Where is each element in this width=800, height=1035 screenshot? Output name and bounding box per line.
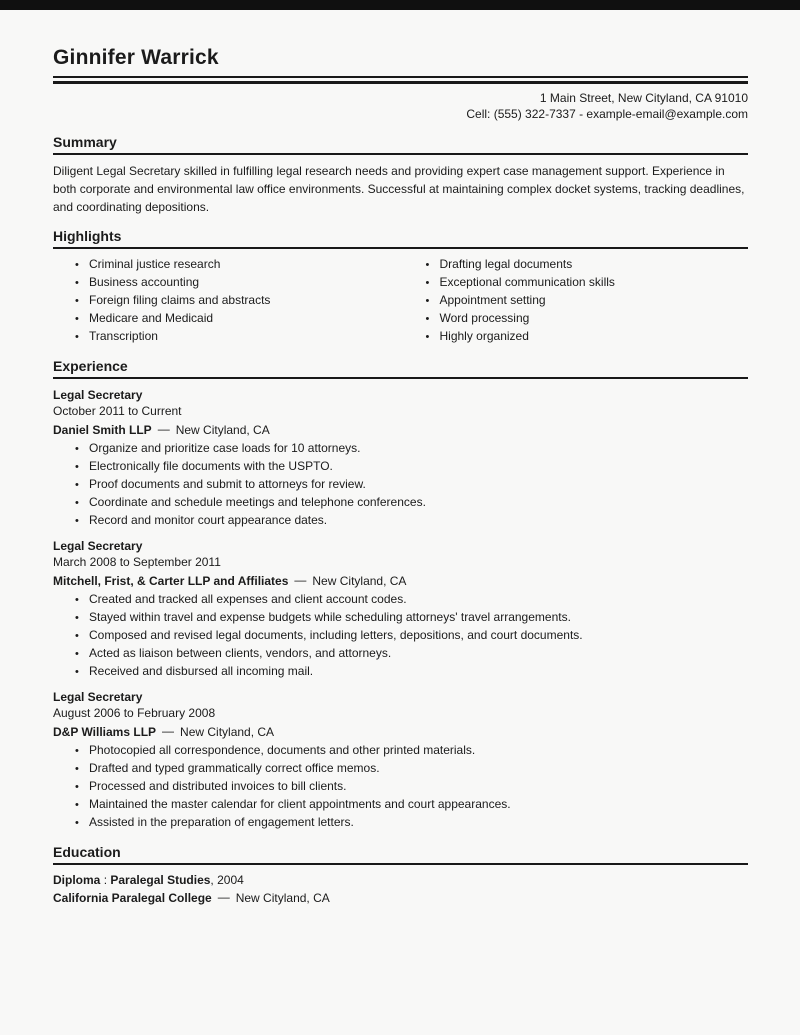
job-location: New Cityland, CA [175, 423, 270, 437]
bullet-icon: • [75, 648, 79, 660]
job-duty-text: Organize and prioritize case loads for 10 attorneys. [89, 441, 361, 455]
education-entry [53, 872, 748, 907]
highlight-label: Business accounting [89, 275, 200, 289]
header [53, 46, 748, 122]
degree-program: Paralegal Studies [110, 873, 211, 887]
company-name: D&P Williams LLP [53, 725, 157, 739]
bullet-icon: • [75, 443, 79, 455]
address-line: 1 Main Street, New Cityland, CA 91010 [539, 91, 748, 105]
job-dates: October 2011 to Current [53, 404, 182, 418]
bullet-icon: • [75, 497, 79, 509]
education-section [53, 844, 748, 907]
company-line [53, 422, 748, 438]
summary-text: Diligent Legal Secretary skilled in fulfilling legal research needs and providing expert case management support. Experience in both corporate and environmental law office environments. Successful at maintaining complex docket systems, tracking deadlines, and coordinating depositions. [53, 164, 745, 214]
highlights-section [53, 228, 748, 346]
bullet-icon: • [75, 461, 79, 473]
highlight-label: Appointment setting [439, 293, 546, 307]
job-duty-text: Proof documents and submit to attorneys for review. [89, 477, 366, 491]
highlights-heading: Highlights [53, 228, 748, 249]
summary-section [53, 134, 748, 216]
job-duty [53, 778, 748, 796]
contact-line: Cell: (555) 322-7337 - example-email@example.com [466, 106, 748, 121]
highlight-label: Exceptional communication skills [439, 275, 615, 289]
bullet-icon: • [75, 277, 79, 289]
dash-separator: — [162, 724, 175, 738]
bullet-icon: • [75, 479, 79, 491]
job-duty-text: Record and monitor court appearance dates. [89, 513, 328, 527]
bullet-icon: • [75, 799, 79, 811]
company-name: Daniel Smith LLP [53, 423, 152, 437]
bullet-icon: • [75, 259, 79, 271]
job-duty-text: Assisted in the preparation of engagement letters. [89, 815, 354, 829]
degree-line [53, 872, 748, 890]
bullet-icon: • [425, 313, 430, 325]
highlight-item [401, 328, 749, 346]
bullet-icon: • [75, 666, 79, 678]
highlight-item [53, 292, 401, 310]
job-duty [53, 663, 748, 681]
job-duty [53, 645, 748, 663]
bullet-icon: • [75, 817, 79, 829]
bullet-icon: • [75, 763, 79, 775]
job-duty [53, 796, 748, 814]
job-dates: August 2006 to February 2008 [53, 706, 216, 720]
job-duty-text: Composed and revised legal documents, including letters, depositions, and court documents. [89, 628, 583, 642]
job-duties [53, 591, 748, 681]
job-duty [53, 458, 748, 476]
job-duty [53, 814, 748, 832]
dash-separator: — [217, 889, 230, 904]
highlight-label: Medicare and Medicaid [89, 311, 214, 325]
job-duty [53, 627, 748, 645]
school-name: California Paralegal College [53, 890, 212, 905]
job-entry [53, 387, 748, 530]
job-duty [53, 512, 748, 530]
highlight-label: Word processing [439, 311, 530, 325]
highlights-right-column [401, 256, 749, 346]
job-duty [53, 609, 748, 627]
highlight-item [401, 292, 749, 310]
job-duty-text: Stayed within travel and expense budgets while scheduling attorneys' travel arrangements. [89, 610, 571, 624]
education-heading: Education [53, 844, 748, 865]
bullet-icon: • [425, 259, 430, 271]
contact-block [53, 91, 748, 122]
bullet-icon: • [425, 331, 430, 343]
bullet-icon: • [75, 295, 79, 307]
dash-separator: — [294, 573, 307, 587]
job-duty-text: Created and tracked all expenses and client account codes. [89, 592, 407, 606]
highlights-columns [53, 256, 748, 346]
summary-heading: Summary [53, 134, 748, 155]
job-location: New Cityland, CA [180, 725, 275, 739]
job-duty-text: Drafted and typed grammatically correct office memos. [89, 761, 380, 775]
job-duty-text: Photocopied all correspondence, documents and other printed materials. [89, 743, 476, 757]
highlight-label: Highly organized [439, 329, 529, 343]
bullet-icon: • [75, 612, 79, 624]
job-entry [53, 538, 748, 681]
job-duty-text: Received and disbursed all incoming mail. [89, 664, 314, 678]
degree-type: Diploma [53, 873, 101, 887]
bullet-icon: • [75, 331, 79, 343]
job-duty [53, 760, 748, 778]
job-duty [53, 742, 748, 760]
job-duty-text: Coordinate and schedule meetings and telephone conferences. [89, 495, 426, 509]
highlight-item [401, 256, 749, 274]
highlight-item [53, 256, 401, 274]
job-duty [53, 494, 748, 512]
job-duties [53, 440, 748, 530]
job-duty [53, 476, 748, 494]
job-duty-text: Maintained the master calendar for client appointments and court appearances. [89, 797, 511, 811]
highlight-label: Criminal justice research [89, 257, 221, 271]
job-dates: March 2008 to September 2011 [53, 555, 221, 569]
job-duty-text: Acted as liaison between clients, vendors, and attorneys. [89, 646, 392, 660]
job-location: New Cityland, CA [312, 574, 407, 588]
experience-heading: Experience [53, 358, 748, 379]
bullet-icon: • [75, 515, 79, 527]
job-title: Legal Secretary [53, 539, 143, 553]
school-line [53, 890, 748, 908]
bullet-icon: • [75, 313, 79, 325]
person-name: Ginnifer Warrick [53, 46, 219, 69]
degree-separator: : [103, 873, 108, 887]
top-border-bar [0, 0, 800, 10]
bullet-icon: • [75, 745, 79, 757]
school-location: New Cityland, CA [235, 890, 330, 905]
company-name: Mitchell, Frist, & Carter LLP and Affiliates [53, 574, 289, 588]
company-line [53, 724, 748, 740]
highlight-item [53, 328, 401, 346]
bullet-icon: • [425, 295, 430, 307]
bullet-icon: • [75, 630, 79, 642]
company-line [53, 573, 748, 589]
job-entry [53, 689, 748, 832]
job-title: Legal Secretary [53, 388, 143, 402]
job-duties [53, 742, 748, 832]
highlight-item [401, 274, 749, 292]
header-double-rule [53, 76, 748, 84]
bullet-icon: • [425, 277, 430, 289]
degree-year: , 2004 [210, 873, 244, 887]
highlight-label: Drafting legal documents [439, 257, 573, 271]
bullet-icon: • [75, 781, 79, 793]
job-duty-text: Electronically file documents with the USPTO. [89, 459, 333, 473]
highlight-item [401, 310, 749, 328]
resume-document [0, 10, 800, 907]
highlight-item [53, 274, 401, 292]
highlight-item [53, 310, 401, 328]
highlights-left-column [53, 256, 401, 346]
dash-separator: — [157, 422, 170, 436]
job-duty-text: Processed and distributed invoices to bill clients. [89, 779, 347, 793]
experience-section [53, 358, 748, 832]
bullet-icon: • [75, 594, 79, 606]
job-duty [53, 440, 748, 458]
job-duty [53, 591, 748, 609]
highlight-label: Transcription [89, 329, 158, 343]
job-title: Legal Secretary [53, 690, 143, 704]
highlight-label: Foreign filing claims and abstracts [89, 293, 271, 307]
